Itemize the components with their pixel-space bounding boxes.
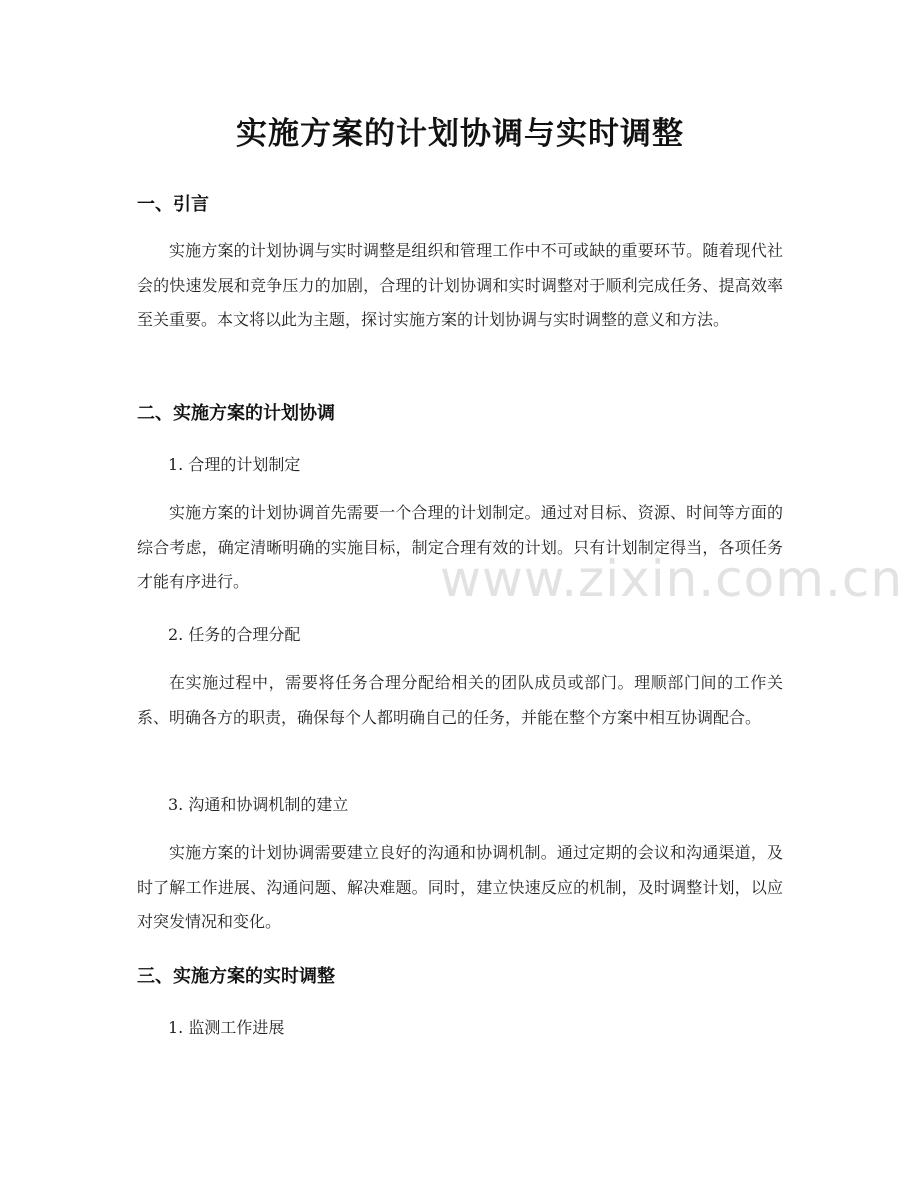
section-heading-intro: 一、引言 bbox=[137, 194, 209, 215]
item-label-monitor-progress: 1. 监测工作进展 bbox=[168, 1018, 285, 1037]
paragraph-task-allocation: 在实施过程中，需要将任务合理分配给相关的团队成员或部门。理顺部门间的工作关系、明确各方的职责，确保每个人都明确自己的任务，并能在整个方案中相互协调配合。 bbox=[137, 673, 783, 727]
item-label-communication: 3. 沟通和协调机制的建立 bbox=[168, 795, 349, 814]
document-title: 实施方案的计划协调与实时调整 bbox=[236, 116, 684, 152]
section-heading-plan-coordination: 二、实施方案的计划协调 bbox=[137, 403, 335, 424]
item-label-plan-making: 1. 合理的计划制定 bbox=[168, 455, 301, 474]
paragraph-communication: 实施方案的计划协调需要建立良好的沟通和协调机制。通过定期的会议和沟通渠道，及时了解工作进展、沟通问题、解决难题。同时，建立快速反应的机制，及时调整计划，以应对突发情况和变化。 bbox=[137, 843, 783, 931]
paragraph-plan-making: 实施方案的计划协调首先需要一个合理的计划制定。通过对目标、资源、时间等方面的综合考虑，确定清晰明确的实施目标，制定合理有效的计划。只有计划制定得当，各项任务才能有序进行。 bbox=[137, 503, 783, 591]
intro-paragraph: 实施方案的计划协调与实时调整是组织和管理工作中不可或缺的重要环节。随着现代社会的快速发展和竞争压力的加剧，合理的计划协调和实时调整对于顺利完成任务、提高效率至关重要。本文将以此为主题，探讨实施方案的计划协调与实时调整的意义和方法。 bbox=[137, 241, 783, 329]
watermark: www.zixin.com.cn bbox=[440, 550, 904, 608]
item-label-task-allocation: 2. 任务的合理分配 bbox=[168, 625, 301, 644]
section-heading-realtime-adjustment: 三、实施方案的实时调整 bbox=[137, 966, 335, 987]
